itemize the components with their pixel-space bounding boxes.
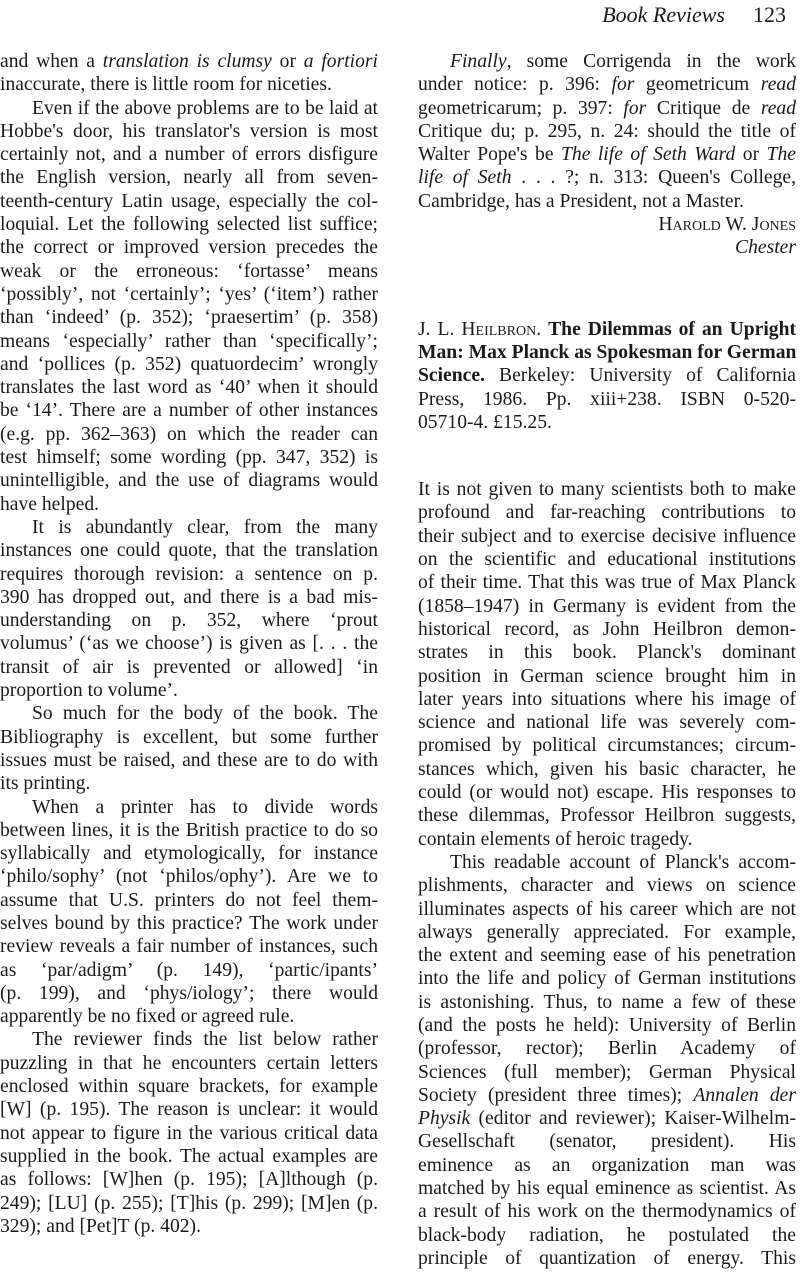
text-line: than ‘indeed’ (p. 352); ‘praesertim’ (p. 358)	[0, 307, 378, 329]
book-title-end: Science.	[418, 365, 485, 387]
running-header	[602, 2, 786, 38]
text-line: illuminates aspects of his career which are not	[418, 898, 796, 920]
text-line: (and the posts he held): University of Berlin	[418, 1014, 796, 1036]
text-line: volumus’ (‘as we choose’) is given as [. . . the	[0, 633, 378, 655]
text-line: life of Seth . . . ?; n. 313: Queen's College,	[418, 167, 796, 189]
text-line: ‘philo/sophy’ (not ‘philos/ophy’). Are we to	[0, 866, 378, 888]
text-line: instances one could quote, that the translation	[0, 540, 378, 562]
book-title-part: The Dilemmas of an Upright	[548, 318, 796, 340]
text-line: on the scientific and educational institutions	[418, 549, 796, 571]
text-line: contain elements of heroic tragedy.	[418, 828, 693, 850]
text-line: position in German science brought him in	[418, 665, 796, 687]
text-line: Even if the above problems are to be laid at	[32, 97, 378, 119]
review-heading	[418, 318, 796, 434]
text-line: proportion to volume’.	[0, 680, 178, 702]
text-line: So much for the body of the book. The	[32, 703, 378, 725]
text-line: into the life and policy of German institutions	[418, 968, 796, 990]
text-line: between lines, it is the British practice to do so	[0, 819, 378, 841]
text-line: When a printer has to divide words	[32, 796, 378, 818]
text-line: Society (president three times); Annalen der	[418, 1084, 796, 1106]
text-line: matched by his equal eminence as scientist. As	[418, 1178, 796, 1200]
text-line: as ‘par/adigm’ (p. 149), ‘partic/ipants’	[0, 959, 378, 981]
text-line: principle of quantization of energy. This	[418, 1247, 796, 1269]
book-publisher: Berkeley: University of California	[499, 365, 796, 387]
text-line: of their time. That this was true of Max Planck	[418, 572, 796, 594]
text-line: a result of his work on the thermodynamics of	[418, 1201, 796, 1223]
text-line: Sciences (full member); German Physical	[418, 1061, 796, 1083]
text-line: science and national life was severely com-	[418, 712, 796, 734]
text-line: stances which, given his basic character, he	[418, 758, 796, 780]
text-line: the correct or improved version precedes the	[0, 237, 378, 259]
text-line: be ‘14’. There are a number of other instances	[0, 400, 378, 422]
text-line: black-body radiation, he postulated the	[418, 1224, 796, 1246]
text-line: and ‘pollices (p. 352) quatuordecim’ wrongly	[0, 353, 378, 375]
text-line: [W] (p. 195). The reason is unclear: it would	[0, 1099, 378, 1121]
text-line: historical record, as John Heilbron demon-	[418, 618, 796, 640]
text-line: loquial. Let the following selected list suffice;	[0, 214, 378, 236]
text-line: eminence as an organization man was	[418, 1154, 796, 1176]
text-line: (professor, rector); Berlin Academy of	[418, 1038, 796, 1060]
text-line: and when a translation is clumsy or a fortiori	[0, 51, 378, 72]
text-line: The reviewer finds the list below rather	[32, 1029, 378, 1051]
text-line: This readable account of Planck's accom-	[450, 851, 796, 873]
review-body	[418, 478, 796, 1270]
text-line: means ‘especially’ rather than ‘specifically’;	[0, 330, 378, 352]
running-title: Book Reviews	[602, 2, 725, 27]
heading-line	[418, 364, 796, 387]
text-line: strates in this book. Planck's dominant	[418, 642, 796, 664]
text-line: review reveals a fair number of instances, such	[0, 936, 378, 958]
page-number: 123	[753, 2, 786, 27]
text-line: It is not given to many scientists both to make	[418, 479, 796, 501]
book-author: J. L. Heilbron.	[418, 318, 542, 340]
text-line: Cambridge, has a President, not a Master.	[418, 190, 744, 212]
text-line: geometricarum; p. 397: for Critique de read	[418, 97, 797, 119]
heading-line: Press, 1986. Pp. xiii+238. ISBN 0-520-	[418, 388, 796, 410]
text-line: unintelligible, and the use of diagrams would	[0, 470, 378, 492]
text-line: issues must be raised, and these are to do with	[0, 749, 378, 771]
text-line: these dilemmas, Professor Heilbron suggests,	[418, 805, 796, 827]
heading-line	[418, 318, 796, 341]
text-line: is astonishing. Thus, to name a few of these	[418, 991, 796, 1013]
text-line: Finally, some Corrigenda in the work	[450, 51, 796, 72]
text-line: under notice: p. 396: for geometricum read	[418, 74, 796, 96]
text-line: certainly not, and a number of errors disfigure	[0, 144, 378, 166]
text-line: enclosed within square brackets, for example	[0, 1076, 378, 1098]
text-line: Physik (editor and reviewer); Kaiser-Wilhelm-	[418, 1108, 796, 1130]
text-line: supplied in the book. The actual examples are	[0, 1145, 378, 1167]
text-line: Walter Pope's be The life of Seth Ward or The	[418, 144, 796, 166]
text-line: could (or would not) escape. His responses to	[418, 782, 796, 804]
text-line: (p. 199), and ‘phys/iology’; there would	[0, 982, 378, 1004]
text-line: selves bound by this practice? The work under	[0, 912, 378, 934]
text-line: 249); [LU] (p. 255); [T]his (p. 299); [M]en (p.	[0, 1192, 378, 1214]
text-line: as follows: [W]hen (p. 195); [A]lthough (p.	[0, 1169, 378, 1191]
text-line: puzzling in that he encounters certain letters	[0, 1052, 378, 1074]
text-line: ‘possibly’, not ‘certainly’; ‘yes’ (‘item’) rather	[0, 283, 378, 305]
text-line: (e.g. pp. 362–363) on which the reader can	[0, 423, 378, 445]
text-line: Hobbe's door, his translator's version is most	[0, 120, 378, 142]
reviewer-location: Chester	[735, 237, 796, 259]
text-line: It is abundantly clear, from the many	[32, 516, 378, 538]
text-line: assume that U.S. printers do not feel them-	[0, 889, 378, 911]
text-line: promised by political circumstances; circum-	[418, 735, 796, 757]
corrigenda-paragraph	[418, 50, 796, 213]
text-line: its printing.	[0, 773, 91, 795]
text-line: the extent and seeming ease of his penetration	[418, 945, 796, 967]
text-line: apparently be no fixed or agreed rule.	[0, 1006, 295, 1028]
reviewer-name: Harold W. Jones	[658, 214, 796, 236]
text-line: understanding on p. 352, where ‘prout	[0, 610, 378, 632]
text-line: later years into situations where his image of	[418, 688, 796, 710]
text-line: test himself; some wording (pp. 347, 352) is	[0, 447, 378, 469]
text-line: Critique du; p. 295, n. 24: should the title of	[418, 120, 796, 142]
text-line: requires thorough revision: a sentence on p.	[0, 563, 378, 585]
text-line: syllabically and etymologically, for instance	[0, 843, 378, 865]
text-line: have helped.	[0, 493, 100, 515]
text-line: 329); and [Pet]T (p. 402).	[0, 1215, 201, 1237]
text-line: not appear to figure in the various critical data	[0, 1122, 378, 1144]
text-line: teenth-century Latin usage, especially the col-	[0, 190, 378, 212]
text-line: plishments, character and views on science	[418, 875, 796, 897]
text-line: (1858–1947) in Germany is evident from the	[418, 595, 796, 617]
text-line: Gesellschaft (senator, president). His	[418, 1131, 796, 1153]
text-line: weak or the erroneous: ‘fortasse’ means	[0, 260, 378, 282]
text-line: always generally appreciated. For example,	[418, 921, 796, 943]
text-line: inaccurate, there is little room for niceties.	[0, 74, 332, 96]
text-line: Bibliography is excellent, but some further	[0, 726, 378, 748]
text-line: 390 has dropped out, and there is a bad mis-	[0, 586, 378, 608]
heading-line: Man: Max Planck as Spokesman for German	[418, 341, 797, 363]
left-column	[0, 50, 378, 1238]
text-line: transit of air is prevented or allowed] ‘in	[0, 656, 378, 678]
right-column	[418, 50, 796, 1270]
heading-line: 05710-4. £15.25.	[418, 411, 552, 433]
text-line: profound and far-reaching contributions to	[418, 502, 796, 524]
text-line: translates the last word as ‘40’ when it should	[0, 377, 378, 399]
text-line: their subject and to exercise decisive influence	[418, 525, 796, 547]
text-line: the English version, nearly all from seven-	[0, 167, 378, 189]
